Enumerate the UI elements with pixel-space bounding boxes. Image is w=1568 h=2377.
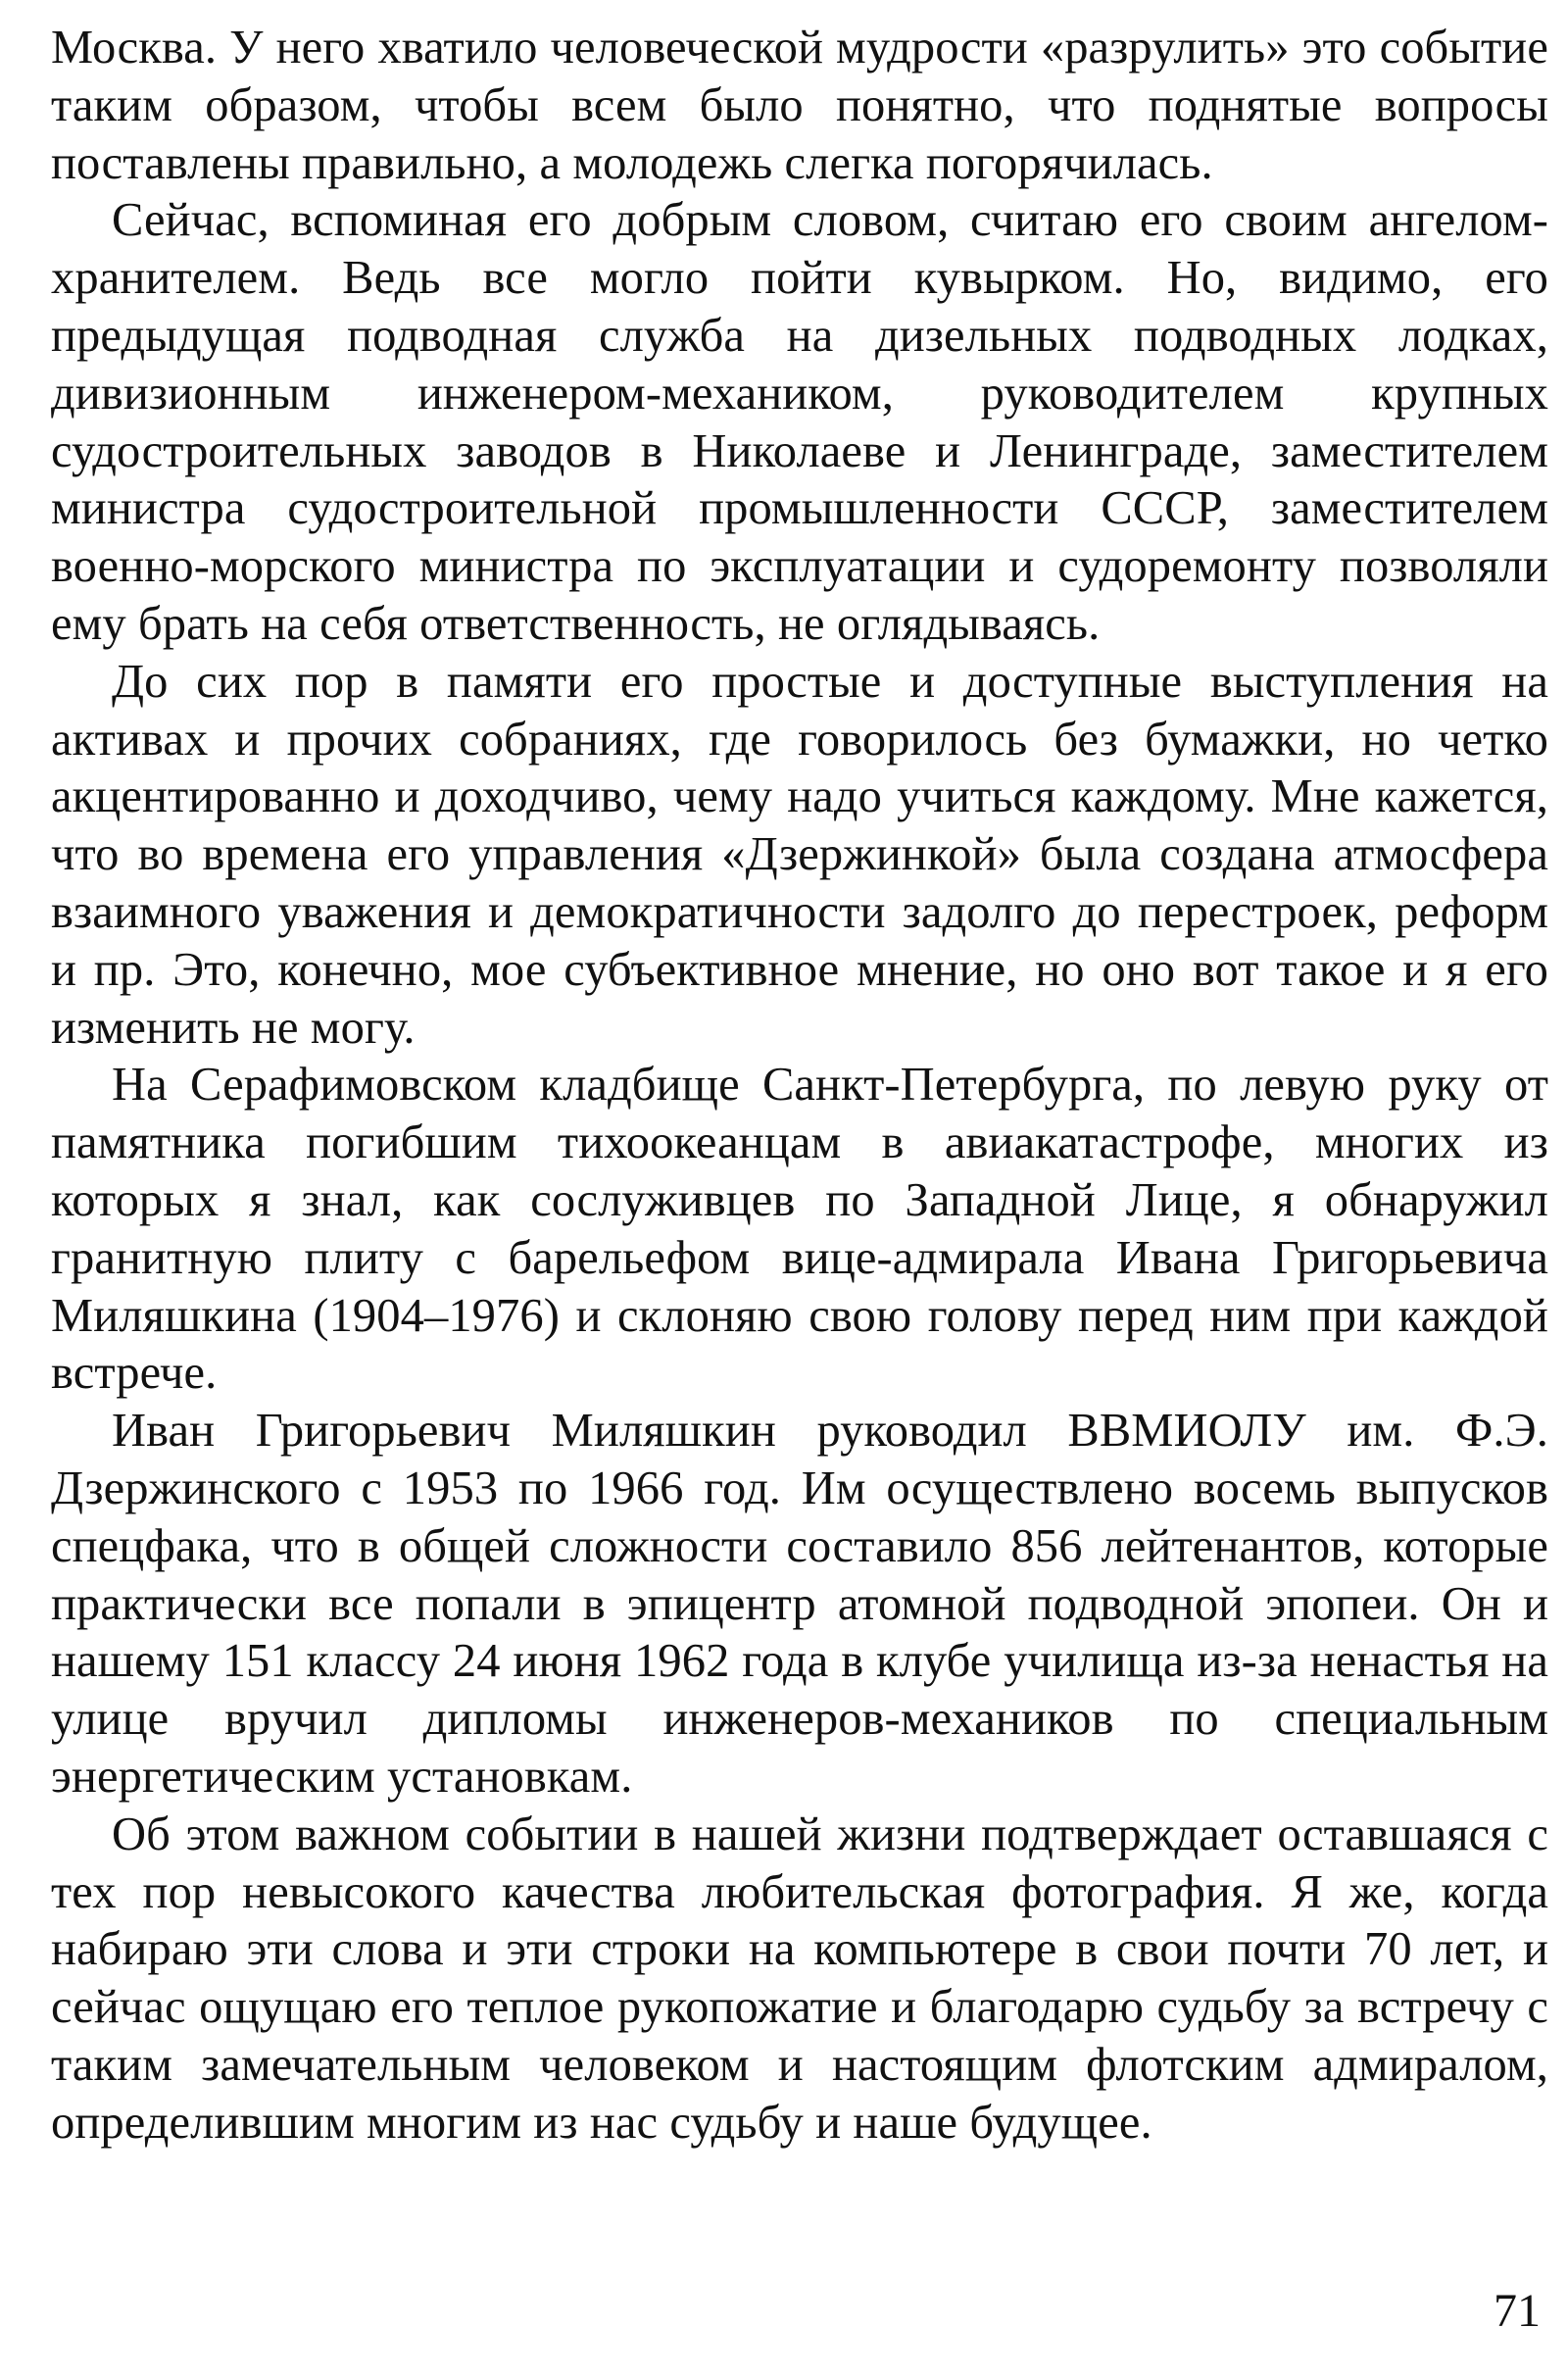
paragraph-2: Сейчас, вспоминая его добрым словом, считаю его своим ангелом-хранителем. Ведь все могло пойти кувырком. Но, видимо, его предыдущая подводная служба на дизельных подводных лодках, дивизионным инженером-механиком, руководителем крупных судостроительных заводов в Николаеве и Ленинграде, заместителем министра судостроительной промышленности СССР, заместителем военно-морского министра по эксплуатации и судоремонту позволяли ему брать на себя ответственность, не оглядываясь. xyxy=(51,194,1548,650)
page-number: 71 xyxy=(1494,2285,1541,2337)
paragraph-6: Об этом важном событии в нашей жизни подтверждает оставшаяся с тех пор невысокого качества любительская фотография. Я же, когда набираю эти слова и эти строки на компьютере в свои почти 70 лет, и сейчас ощущаю его теплое рукопожатие и благодарю судьбу за встречу с таким замечательным человеком и настоящим флотским адмиралом, определившим многим из нас судьбу и наше будущее. xyxy=(51,1808,1548,2149)
paragraph-4: На Серафимовском кладбище Санкт-Петербурга, по левую руку от памятника погибшим тихоокеанцам в авиакатастрофе, многих из которых я знал, как сослуживцев по Западной Лице, я обнаружил гранитную плиту с барельефом вице-адмирала Ивана Григорьевича Миляшкина (1904–1976) и склоняю свою голову перед ним при каждой встрече. xyxy=(51,1059,1548,1400)
paragraph-5: Иван Григорьевич Миляшкин руководил ВВМИОЛУ им. Ф.Э. Дзержинского с 1953 по 1966 год. Им осуществлено восемь выпусков спецфака, что в общей сложности составило 856 лейтенантов, которые практически все попали в эпицентр атомной подводной эпопеи. Он и нашему 151 классу 24 июня 1962 года в клубе училища из-за ненастья на улице вручил дипломы инженеров-механиков по специальным энергетическим установкам. xyxy=(51,1405,1548,1803)
book-page xyxy=(51,20,1548,2362)
paragraph-3: До сих пор в памяти его простые и доступные выступления на активах и прочих собраниях, где говорилось без бумажки, но четко акцентированно и доходчиво, чему надо учиться каждому. Мне кажется, что во времена его управления «Дзержинкой» была создана атмосфера взаимного уважения и демократичности задолго до перестроек, реформ и пр. Это, конечно, мое субъективное мнение, но оно вот такое и я его изменить не могу. xyxy=(51,655,1548,1054)
body-text xyxy=(51,20,1548,2152)
paragraph-1: Москва. У него хватило человеческой мудрости «разрулить» это событие таким образом, чтобы всем было понятно, что поднятые вопросы поставлены правильно, а молодежь слегка погорячилась. xyxy=(51,22,1548,189)
